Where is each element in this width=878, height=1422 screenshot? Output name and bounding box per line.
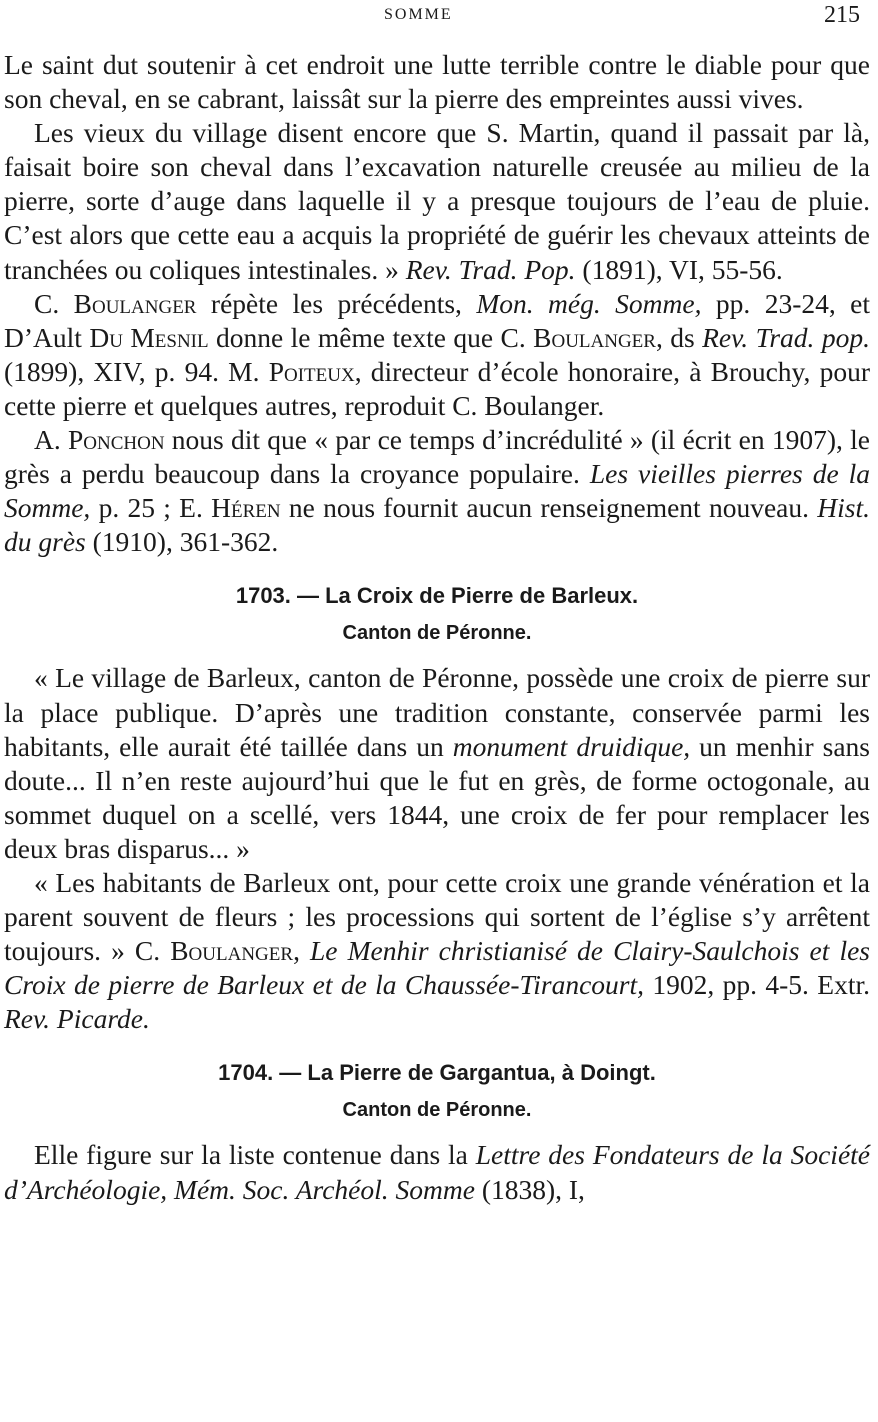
paragraph-boulanger: C. Boulanger répète les précédents, Mon. még. Somme, pp. 23-24, et D’Ault Du Mesnil donne le même texte que C. Boulanger, ds Rev. Trad. pop. (1899), XIV, p. 94. M. Poiteux, directeur d’école honoraire, à Brouchy, pour cette pierre et quelques autres, reproduit C. Boulanger.: [4, 287, 870, 421]
citation-lettre-des-fondateurs: Lettre des Fondateurs de la Société d’Archéologie, Mém. Soc. Archéol. Somme: [4, 1139, 870, 1205]
author-name: Boulanger: [170, 935, 294, 967]
citation-mon-meg-somme: Mon. még. Somme,: [476, 287, 702, 319]
author-name: Poiteux: [268, 355, 355, 387]
emphasis-monument-druidique: monument druidique,: [452, 730, 691, 762]
entry-1703-heading: 1703. — La Croix de Pierre de Barleux.: [235, 583, 639, 609]
author-name: Boulanger: [73, 287, 197, 319]
paragraph-ponchon: A. Ponchon nous dit que « par ce temps d’incrédulité » (il écrit en 1907), le grès a perdu beaucoup dans la croyance populaire. Les vieilles pierres de la Somme, p. 25 ; E. Héren ne nous fournit aucun renseignement nouveau. Hist. du grès (1910), 361-362.: [4, 424, 870, 558]
author-name: Du Mesnil: [89, 321, 209, 353]
entry-1704-heading: 1704. — La Pierre de Gargantua, à Doingt.: [218, 1060, 656, 1086]
paragraph-vieux-du-village: Les vieux du village disent encore que S. Martin, quand il passait par là, faisait boire son cheval dans l’excavation naturelle creusée au milieu de la pierre, sorte d’auge dans laquelle il y a presque toujours de l’eau de pluie. C’est alors que cette eau a acquis la propriété de guérir les chevaux atteints de tranchées ou coliques intestinales. » Rev. Trad. Pop. (1891), VI, 55-56.: [4, 117, 870, 285]
body-text: [4, 48, 870, 1207]
running-title: SOMME: [384, 6, 453, 23]
citation-rev-picarde: Rev. Picarde.: [4, 1003, 150, 1035]
entry-1703-canton: Canton de Péronne.: [342, 622, 532, 645]
author-name: Ponchon: [67, 424, 165, 456]
paragraph-barleux-habitants: « Les habitants de Barleux ont, pour cette croix une grande vénération et la parent souvent de fleurs ; les processions qui sortent de l’église s’y arrêtent toujours. » C. Boulanger, Le Menhir christianisé de Clairy-Saulchois et les Croix de pierre de Barleux et de la Chaussée-Tirancourt, 1902, pp. 4-5. Extr. Rev. Picarde.: [4, 866, 870, 1035]
citation-rev-trad-pop: Rev. Trad. pop.: [702, 321, 870, 353]
paragraph-saint-lutte: Le saint dut soutenir à cet endroit une lutte terrible contre le diable pour que son cheval, en se cabrant, laissât sur la pierre des empreintes aussi vives.: [4, 49, 870, 115]
citation-vieilles-pierres: Les vieilles pierres de la Somme,: [4, 458, 870, 524]
paragraph-gargantua: Elle figure sur la liste contenue dans la Lettre des Fondateurs de la Société d’Archéologie, Mém. Soc. Archéol. Somme (1838), I,: [4, 1139, 870, 1205]
author-name: Héren: [211, 492, 281, 524]
citation-rev-trad-pop: Rev. Trad. Pop.: [405, 253, 576, 285]
author-name: Boulanger: [533, 321, 656, 353]
page-number: 215: [824, 2, 860, 28]
entry-1704-canton: Canton de Péronne.: [342, 1099, 532, 1122]
citation-menhir-christianise: Le Menhir christianisé de Clairy-Saulchois et les Croix de pierre de Barleux et de la Chaussée-Tirancourt,: [4, 935, 870, 1001]
citation-hist-du-gres: Hist. du grès: [4, 492, 870, 558]
paragraph-barleux-village: « Le village de Barleux, canton de Péronne, possède une croix de pierre sur la place publique. D’après une tradition constante, conservée parmi les habitants, elle aurait été taillée dans un monument druidique, un menhir sans doute... Il n’en reste aujourd’hui que le fut en grès, de forme octogonale, au sommet duquel on a scellé, vers 1844, une croix de fer pour remplacer les deux bras disparus... »: [4, 662, 870, 864]
page-header: [0, 2, 878, 28]
